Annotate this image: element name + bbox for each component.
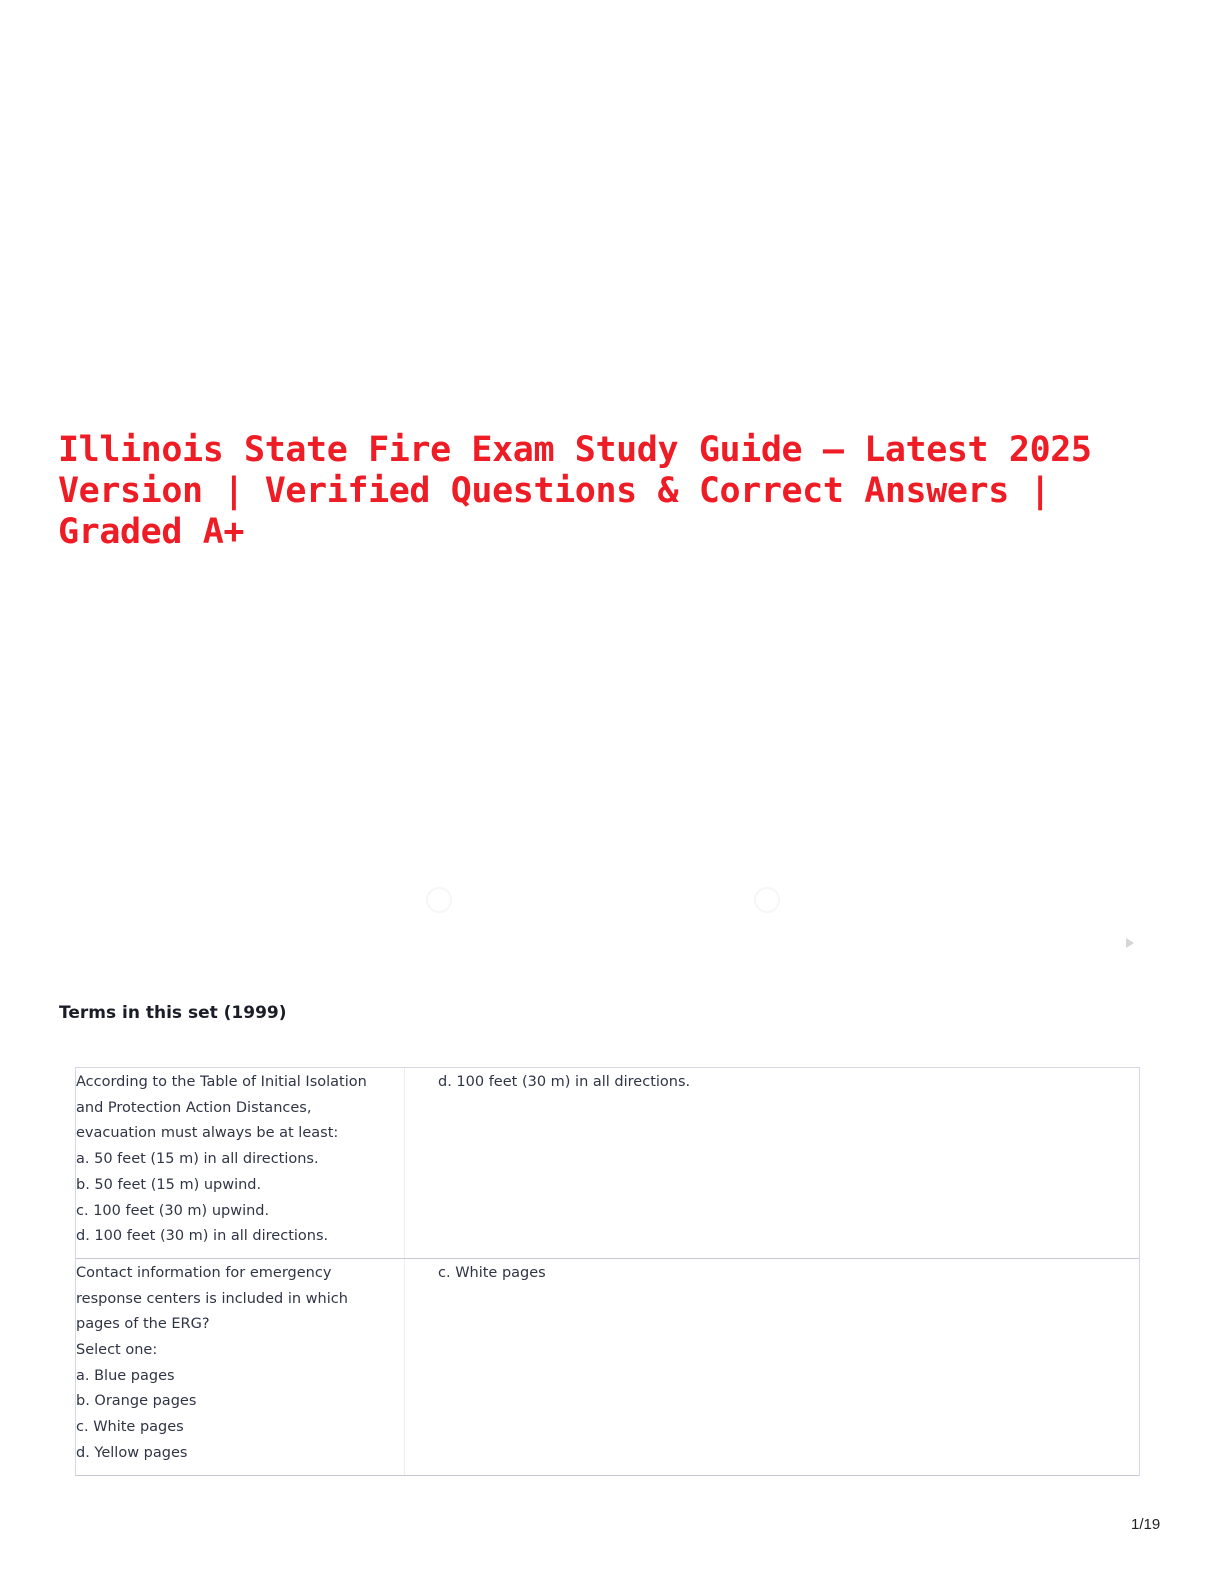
question-line: According to the Table of Initial Isolation [76, 1074, 367, 1090]
question-option: c. White pages [76, 1419, 184, 1436]
question-option: c. 100 feet (30 m) upwind. [76, 1202, 270, 1219]
page-number: 1/19 [1131, 1516, 1161, 1533]
term-answer [405, 1259, 1139, 1475]
play-icon[interactable] [1126, 938, 1134, 948]
question-line: Select one: [76, 1342, 158, 1359]
question-line: and Protection Action Distances, [76, 1099, 312, 1116]
term-question [76, 1068, 405, 1258]
term-row [76, 1259, 1139, 1476]
question-option: a. 50 feet (15 m) in all directions. [76, 1151, 319, 1168]
question-option: b. Orange pages [76, 1393, 197, 1410]
question-option: d. 100 feet (30 m) in all directions. [76, 1228, 329, 1245]
question-line: pages of the ERG? [76, 1316, 210, 1333]
answer-text: d. 100 feet (30 m) in all directions. [438, 1074, 691, 1090]
term-answer [405, 1068, 1139, 1258]
faint-circle-mark [426, 887, 452, 913]
faint-circle-mark [754, 887, 780, 913]
document-title: Illinois State Fire Exam Study Guide – Latest 2025 Version | Verified Questions & Correct Answers | Graded A+ [58, 430, 1092, 552]
question-option: a. Blue pages [76, 1367, 175, 1384]
terms-table [75, 1067, 1140, 1476]
terms-set-heading: Terms in this set (1999) [59, 1003, 287, 1023]
question-line: evacuation must always be at least: [76, 1125, 339, 1142]
question-line: Contact information for emergency [76, 1264, 332, 1281]
answer-text: c. White pages [438, 1264, 546, 1281]
term-row [76, 1068, 1139, 1259]
question-option: b. 50 feet (15 m) upwind. [76, 1176, 262, 1193]
question-line: response centers is included in which [76, 1290, 348, 1307]
question-option: d. Yellow pages [76, 1444, 188, 1461]
term-question [76, 1259, 405, 1475]
